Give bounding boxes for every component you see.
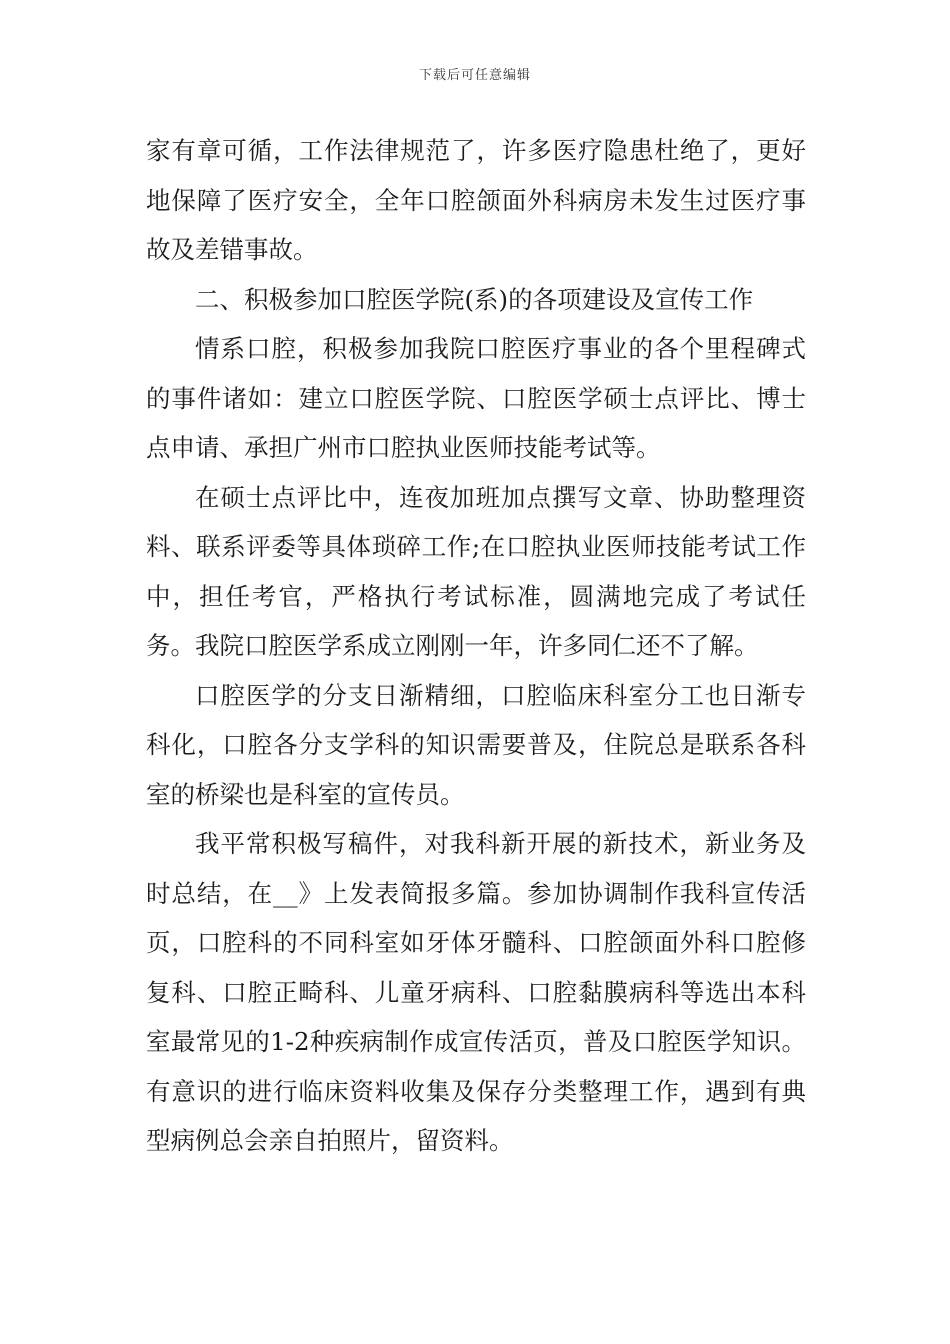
paragraph-1: 家有章可循，工作法律规范了，许多医疗隐患杜绝了，更好地保障了医疗安全，全年口腔颌面外科病房未发生过医疗事故及差错事故。 [146,136,806,264]
paragraph-5: 我平常积极写稿件，对我科新开展的新技术，新业务及时总结，在__》上发表简报多篇。参加协调制作我科宣传活页，口腔科的不同科室如牙体牙髓科、口腔颌面外科口腔修复科、口腔正畸科、儿童牙病科、口腔黏膜病科等选出本科室最常见的1-2种疾病制作成宣传活页，普及口腔医学知识。有意识的进行临床资料收集及保存分类整理工作，遇到有典型病例总会亲自拍照片，留资料。 [146,829,806,1155]
section-heading: 二、积极参加口腔医学院(系)的各项建设及宣传工作 [195,284,754,314]
page-header: 下载后可任意编辑 [418,68,531,83]
paragraph-2: 情系口腔，积极参加我院口腔医疗事业的各个里程碑式的事件诸如：建立口腔医学院、口腔医学硕士点评比、博士点申请、承担广州市口腔执业医师技能考试等。 [146,334,806,462]
document-body [146,126,806,1166]
paragraph-3: 在硕士点评比中，连夜加班加点撰写文章、协助整理资料、联系评委等具体琐碎工作;在口腔执业医师技能考试工作中，担任考官，严格执行考试标准，圆满地完成了考试任务。我院口腔医学系成立刚刚一年，许多同仁还不了解。 [146,482,806,660]
paragraph-4: 口腔医学的分支日渐精细，口腔临床科室分工也日渐专科化，口腔各分支学科的知识需要普及，住院总是联系各科室的桥梁也是科室的宣传员。 [146,680,806,809]
